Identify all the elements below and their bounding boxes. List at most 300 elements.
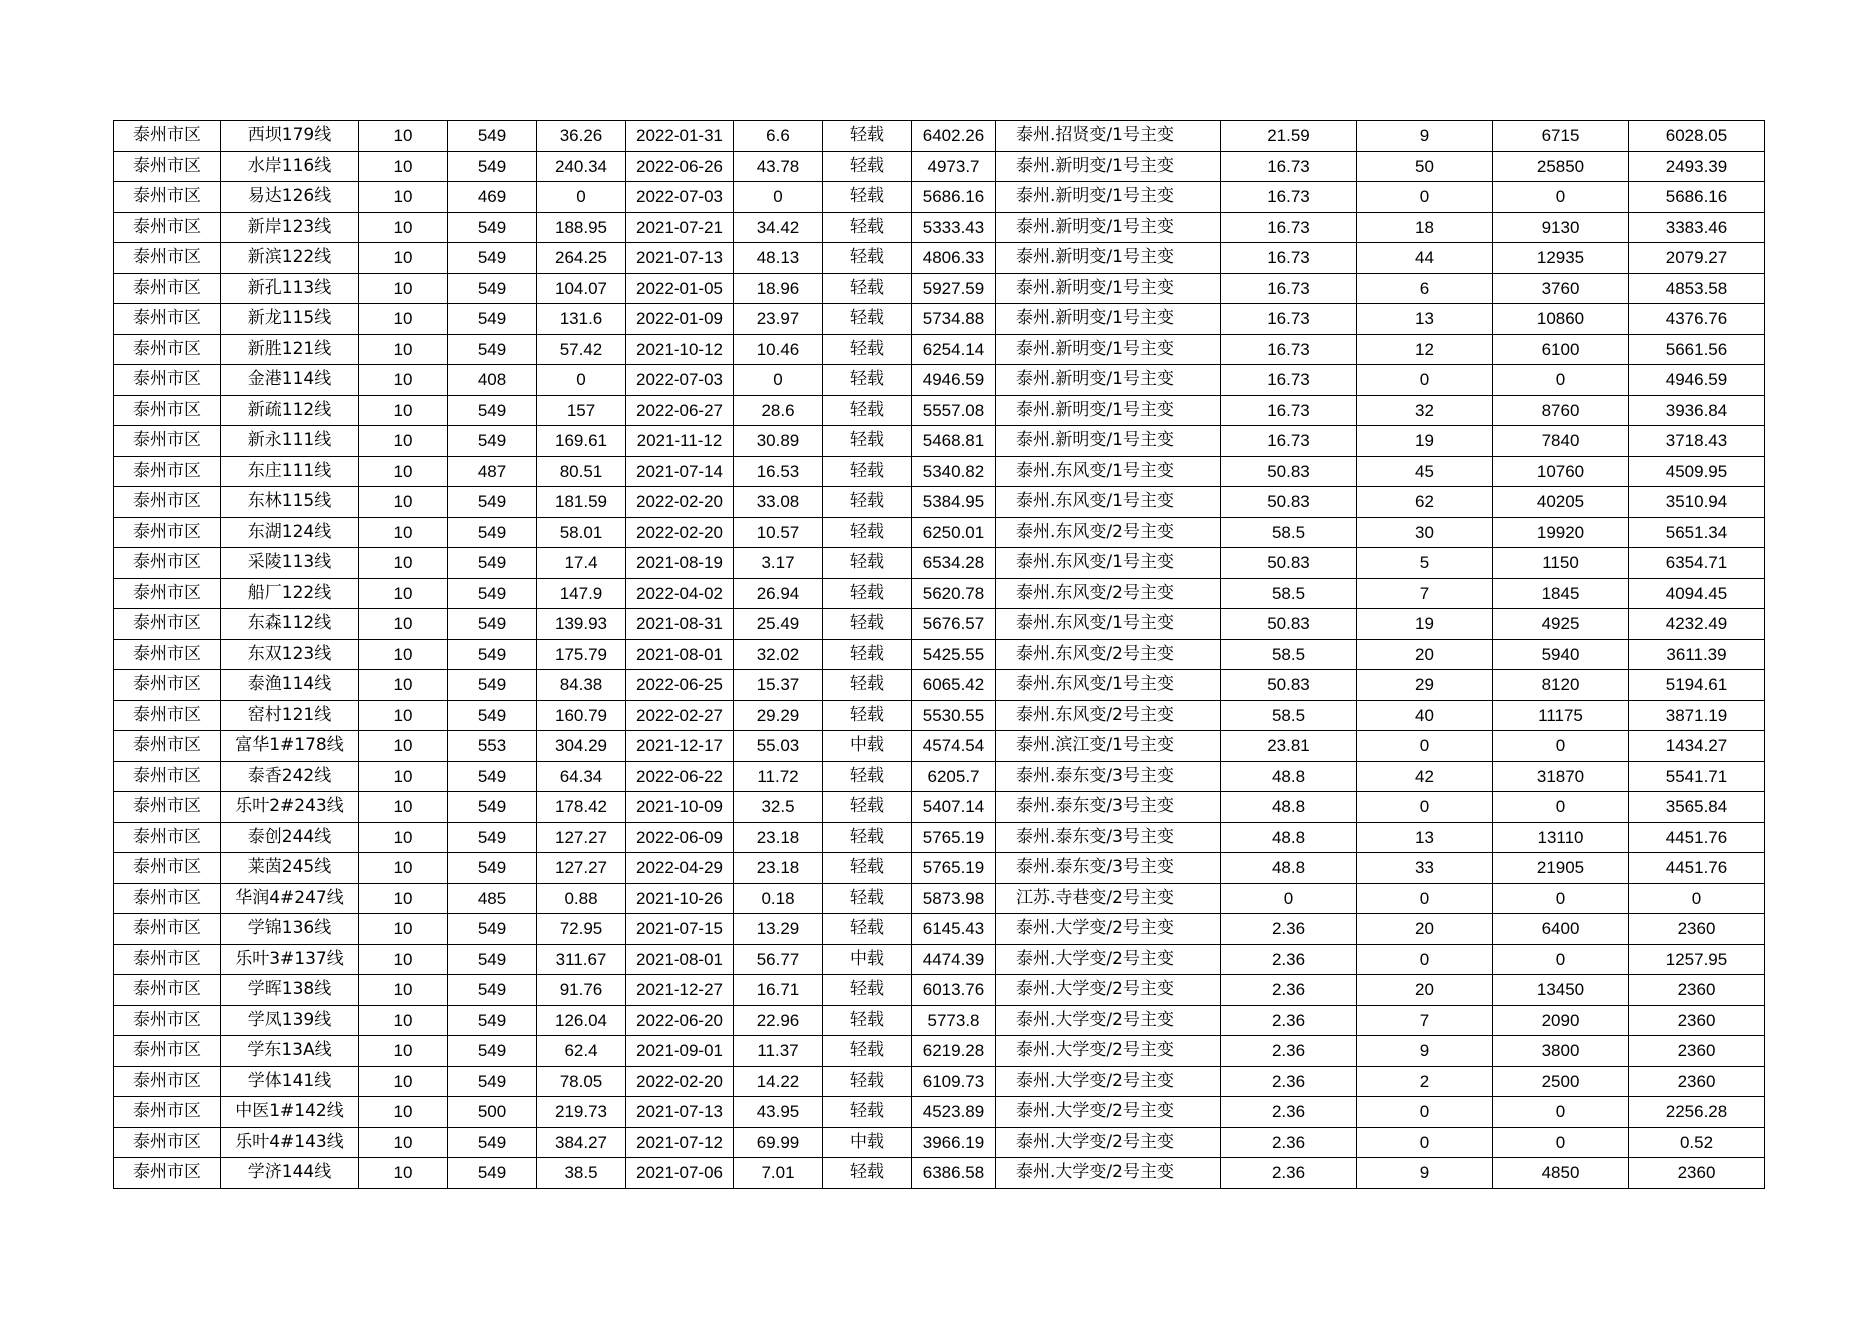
cell-user-count: 9 xyxy=(1357,1036,1493,1067)
cell-available-capacity: 4376.76 xyxy=(1629,304,1765,335)
cell-load-rate: 23.97 xyxy=(734,304,823,335)
cell-area: 泰州市区 xyxy=(114,670,221,701)
cell-capacity: 549 xyxy=(448,487,537,518)
cell-load-level: 轻载 xyxy=(823,121,912,152)
cell-voltage: 10 xyxy=(359,822,448,853)
cell-user-count: 50 xyxy=(1357,151,1493,182)
cell-load-value: 80.51 xyxy=(537,456,626,487)
cell-available-capacity: 4451.76 xyxy=(1629,822,1765,853)
cell-spare-capacity: 5333.43 xyxy=(912,212,996,243)
cell-capacity: 549 xyxy=(448,517,537,548)
cell-load-value: 58.01 xyxy=(537,517,626,548)
cell-capacity: 549 xyxy=(448,578,537,609)
cell-load-level: 轻载 xyxy=(823,212,912,243)
cell-voltage: 10 xyxy=(359,517,448,548)
cell-date: 2022-06-22 xyxy=(626,761,734,792)
cell-load-level: 轻载 xyxy=(823,334,912,365)
cell-load-level: 轻载 xyxy=(823,609,912,640)
cell-transformer: 泰州.滨江变/1号主变 xyxy=(996,731,1221,762)
cell-capacity: 549 xyxy=(448,670,537,701)
cell-user-count: 29 xyxy=(1357,670,1493,701)
table-row xyxy=(114,1005,1765,1036)
cell-load-value: 57.42 xyxy=(537,334,626,365)
cell-spare-capacity: 3966.19 xyxy=(912,1127,996,1158)
cell-date: 2021-07-21 xyxy=(626,212,734,243)
cell-voltage: 10 xyxy=(359,700,448,731)
cell-line-name: 学晖138线 xyxy=(221,975,359,1006)
table-row xyxy=(114,578,1765,609)
cell-user-count: 9 xyxy=(1357,1158,1493,1189)
cell-area: 泰州市区 xyxy=(114,1036,221,1067)
cell-transformer-rate: 2.36 xyxy=(1221,1036,1357,1067)
cell-transformer: 泰州.大学变/2号主变 xyxy=(996,1036,1221,1067)
cell-date: 2022-06-25 xyxy=(626,670,734,701)
cell-spare-capacity: 5620.78 xyxy=(912,578,996,609)
cell-date: 2022-04-29 xyxy=(626,853,734,884)
cell-area: 泰州市区 xyxy=(114,639,221,670)
cell-line-name: 新永111线 xyxy=(221,426,359,457)
cell-user-count: 18 xyxy=(1357,212,1493,243)
cell-transformer: 泰州.新明变/1号主变 xyxy=(996,243,1221,274)
cell-load-value: 175.79 xyxy=(537,639,626,670)
cell-available-capacity: 0 xyxy=(1629,883,1765,914)
cell-available-capacity: 0.52 xyxy=(1629,1127,1765,1158)
table-row xyxy=(114,243,1765,274)
cell-user-capacity: 2500 xyxy=(1493,1066,1629,1097)
cell-available-capacity: 4853.58 xyxy=(1629,273,1765,304)
cell-voltage: 10 xyxy=(359,487,448,518)
cell-date: 2022-06-27 xyxy=(626,395,734,426)
cell-voltage: 10 xyxy=(359,151,448,182)
cell-user-capacity: 19920 xyxy=(1493,517,1629,548)
cell-transformer-rate: 50.83 xyxy=(1221,456,1357,487)
cell-user-count: 0 xyxy=(1357,182,1493,213)
cell-line-name: 学锦136线 xyxy=(221,914,359,945)
cell-load-value: 36.26 xyxy=(537,121,626,152)
cell-load-rate: 34.42 xyxy=(734,212,823,243)
cell-line-name: 东庄111线 xyxy=(221,456,359,487)
cell-spare-capacity: 6402.26 xyxy=(912,121,996,152)
cell-transformer: 泰州.新明变/1号主变 xyxy=(996,212,1221,243)
cell-available-capacity: 3611.39 xyxy=(1629,639,1765,670)
cell-load-rate: 26.94 xyxy=(734,578,823,609)
cell-capacity: 549 xyxy=(448,822,537,853)
cell-user-capacity: 40205 xyxy=(1493,487,1629,518)
table-row xyxy=(114,487,1765,518)
cell-user-count: 0 xyxy=(1357,365,1493,396)
table-row xyxy=(114,456,1765,487)
cell-available-capacity: 4451.76 xyxy=(1629,853,1765,884)
cell-line-name: 新孔113线 xyxy=(221,273,359,304)
cell-load-value: 0 xyxy=(537,182,626,213)
cell-load-level: 轻载 xyxy=(823,273,912,304)
cell-load-rate: 43.78 xyxy=(734,151,823,182)
cell-line-name: 学凤139线 xyxy=(221,1005,359,1036)
cell-spare-capacity: 6109.73 xyxy=(912,1066,996,1097)
cell-line-name: 船厂122线 xyxy=(221,578,359,609)
cell-load-level: 轻载 xyxy=(823,1036,912,1067)
cell-capacity: 500 xyxy=(448,1097,537,1128)
cell-line-name: 乐叶2#243线 xyxy=(221,792,359,823)
cell-user-count: 19 xyxy=(1357,609,1493,640)
cell-transformer-rate: 23.81 xyxy=(1221,731,1357,762)
table-row xyxy=(114,1127,1765,1158)
cell-spare-capacity: 5734.88 xyxy=(912,304,996,335)
cell-date: 2021-07-14 xyxy=(626,456,734,487)
cell-transformer: 泰州.东风变/2号主变 xyxy=(996,578,1221,609)
cell-capacity: 549 xyxy=(448,914,537,945)
cell-load-rate: 43.95 xyxy=(734,1097,823,1128)
cell-capacity: 549 xyxy=(448,151,537,182)
cell-area: 泰州市区 xyxy=(114,853,221,884)
cell-voltage: 10 xyxy=(359,334,448,365)
cell-transformer: 泰州.东风变/2号主变 xyxy=(996,639,1221,670)
cell-transformer-rate: 2.36 xyxy=(1221,1066,1357,1097)
cell-available-capacity: 2493.39 xyxy=(1629,151,1765,182)
cell-date: 2022-06-26 xyxy=(626,151,734,182)
cell-available-capacity: 5651.34 xyxy=(1629,517,1765,548)
cell-spare-capacity: 5686.16 xyxy=(912,182,996,213)
table-row xyxy=(114,548,1765,579)
cell-area: 泰州市区 xyxy=(114,334,221,365)
cell-available-capacity: 2360 xyxy=(1629,975,1765,1006)
cell-user-capacity: 7840 xyxy=(1493,426,1629,457)
cell-available-capacity: 4232.49 xyxy=(1629,609,1765,640)
cell-transformer: 泰州.大学变/2号主变 xyxy=(996,1127,1221,1158)
cell-user-capacity: 0 xyxy=(1493,365,1629,396)
cell-load-value: 157 xyxy=(537,395,626,426)
cell-line-name: 学东13A线 xyxy=(221,1036,359,1067)
cell-user-capacity: 6715 xyxy=(1493,121,1629,152)
cell-spare-capacity: 4574.54 xyxy=(912,731,996,762)
cell-user-capacity: 0 xyxy=(1493,1097,1629,1128)
cell-area: 泰州市区 xyxy=(114,883,221,914)
cell-load-rate: 16.53 xyxy=(734,456,823,487)
cell-transformer-rate: 16.73 xyxy=(1221,395,1357,426)
cell-load-value: 169.61 xyxy=(537,426,626,457)
cell-spare-capacity: 4973.7 xyxy=(912,151,996,182)
table-row xyxy=(114,609,1765,640)
cell-user-capacity: 0 xyxy=(1493,1127,1629,1158)
cell-load-value: 178.42 xyxy=(537,792,626,823)
cell-load-level: 轻载 xyxy=(823,426,912,457)
cell-transformer-rate: 16.73 xyxy=(1221,334,1357,365)
cell-transformer-rate: 2.36 xyxy=(1221,975,1357,1006)
cell-load-rate: 56.77 xyxy=(734,944,823,975)
cell-load-level: 轻载 xyxy=(823,365,912,396)
cell-load-rate: 18.96 xyxy=(734,273,823,304)
cell-load-rate: 10.46 xyxy=(734,334,823,365)
cell-user-capacity: 0 xyxy=(1493,182,1629,213)
cell-area: 泰州市区 xyxy=(114,273,221,304)
cell-load-level: 轻载 xyxy=(823,914,912,945)
cell-spare-capacity: 6534.28 xyxy=(912,548,996,579)
cell-date: 2021-10-09 xyxy=(626,792,734,823)
table-row xyxy=(114,1097,1765,1128)
cell-voltage: 10 xyxy=(359,578,448,609)
cell-load-value: 91.76 xyxy=(537,975,626,1006)
cell-user-capacity: 13450 xyxy=(1493,975,1629,1006)
cell-available-capacity: 5661.56 xyxy=(1629,334,1765,365)
cell-user-count: 19 xyxy=(1357,426,1493,457)
cell-date: 2022-07-03 xyxy=(626,182,734,213)
cell-load-rate: 30.89 xyxy=(734,426,823,457)
cell-transformer-rate: 48.8 xyxy=(1221,853,1357,884)
cell-line-name: 富华1#178线 xyxy=(221,731,359,762)
cell-load-level: 轻载 xyxy=(823,517,912,548)
cell-transformer-rate: 48.8 xyxy=(1221,761,1357,792)
cell-voltage: 10 xyxy=(359,212,448,243)
cell-capacity: 549 xyxy=(448,212,537,243)
cell-voltage: 10 xyxy=(359,365,448,396)
cell-spare-capacity: 5873.98 xyxy=(912,883,996,914)
table-row xyxy=(114,151,1765,182)
cell-load-level: 轻载 xyxy=(823,304,912,335)
cell-capacity: 549 xyxy=(448,1005,537,1036)
cell-user-count: 33 xyxy=(1357,853,1493,884)
cell-spare-capacity: 5530.55 xyxy=(912,700,996,731)
cell-line-name: 西坝179线 xyxy=(221,121,359,152)
cell-line-name: 东林115线 xyxy=(221,487,359,518)
cell-spare-capacity: 5765.19 xyxy=(912,853,996,884)
cell-capacity: 549 xyxy=(448,426,537,457)
cell-transformer-rate: 2.36 xyxy=(1221,1127,1357,1158)
cell-available-capacity: 2360 xyxy=(1629,1005,1765,1036)
cell-load-rate: 69.99 xyxy=(734,1127,823,1158)
cell-capacity: 553 xyxy=(448,731,537,762)
cell-line-name: 学体141线 xyxy=(221,1066,359,1097)
cell-voltage: 10 xyxy=(359,609,448,640)
cell-load-level: 轻载 xyxy=(823,883,912,914)
cell-load-level: 轻载 xyxy=(823,792,912,823)
cell-date: 2021-08-01 xyxy=(626,944,734,975)
cell-area: 泰州市区 xyxy=(114,731,221,762)
cell-load-value: 311.67 xyxy=(537,944,626,975)
cell-load-level: 轻载 xyxy=(823,395,912,426)
cell-voltage: 10 xyxy=(359,1158,448,1189)
cell-transformer-rate: 48.8 xyxy=(1221,792,1357,823)
cell-transformer-rate: 16.73 xyxy=(1221,304,1357,335)
cell-spare-capacity: 6145.43 xyxy=(912,914,996,945)
cell-capacity: 549 xyxy=(448,700,537,731)
cell-load-level: 轻载 xyxy=(823,1158,912,1189)
cell-transformer: 泰州.新明变/1号主变 xyxy=(996,304,1221,335)
cell-load-level: 中载 xyxy=(823,1127,912,1158)
cell-capacity: 549 xyxy=(448,243,537,274)
cell-transformer: 泰州.招贤变/1号主变 xyxy=(996,121,1221,152)
cell-capacity: 549 xyxy=(448,121,537,152)
cell-user-capacity: 10760 xyxy=(1493,456,1629,487)
cell-load-level: 轻载 xyxy=(823,975,912,1006)
table-row xyxy=(114,273,1765,304)
cell-area: 泰州市区 xyxy=(114,151,221,182)
cell-load-value: 64.34 xyxy=(537,761,626,792)
cell-date: 2022-01-09 xyxy=(626,304,734,335)
cell-user-count: 0 xyxy=(1357,883,1493,914)
cell-user-count: 12 xyxy=(1357,334,1493,365)
table-row xyxy=(114,700,1765,731)
table-body xyxy=(114,121,1765,1189)
cell-load-level: 轻载 xyxy=(823,487,912,518)
cell-load-value: 0.88 xyxy=(537,883,626,914)
cell-load-level: 轻载 xyxy=(823,639,912,670)
cell-transformer: 泰州.新明变/1号主变 xyxy=(996,395,1221,426)
cell-transformer-rate: 16.73 xyxy=(1221,212,1357,243)
cell-date: 2021-08-01 xyxy=(626,639,734,670)
cell-capacity: 549 xyxy=(448,853,537,884)
table-row xyxy=(114,944,1765,975)
cell-voltage: 10 xyxy=(359,731,448,762)
cell-user-capacity: 13110 xyxy=(1493,822,1629,853)
cell-load-level: 中载 xyxy=(823,944,912,975)
cell-user-count: 13 xyxy=(1357,304,1493,335)
cell-voltage: 10 xyxy=(359,761,448,792)
table-row xyxy=(114,182,1765,213)
cell-date: 2021-12-27 xyxy=(626,975,734,1006)
table-row xyxy=(114,304,1765,335)
cell-date: 2021-07-13 xyxy=(626,243,734,274)
cell-capacity: 549 xyxy=(448,304,537,335)
cell-capacity: 549 xyxy=(448,1158,537,1189)
cell-area: 泰州市区 xyxy=(114,1005,221,1036)
cell-load-rate: 15.37 xyxy=(734,670,823,701)
cell-transformer-rate: 2.36 xyxy=(1221,1097,1357,1128)
cell-user-capacity: 8760 xyxy=(1493,395,1629,426)
cell-load-rate: 48.13 xyxy=(734,243,823,274)
cell-available-capacity: 2360 xyxy=(1629,1066,1765,1097)
cell-user-count: 9 xyxy=(1357,121,1493,152)
cell-user-count: 44 xyxy=(1357,243,1493,274)
cell-line-name: 泰渔114线 xyxy=(221,670,359,701)
cell-spare-capacity: 6065.42 xyxy=(912,670,996,701)
cell-spare-capacity: 6205.7 xyxy=(912,761,996,792)
cell-load-value: 131.6 xyxy=(537,304,626,335)
cell-date: 2022-06-09 xyxy=(626,822,734,853)
cell-voltage: 10 xyxy=(359,670,448,701)
cell-line-name: 莱茵245线 xyxy=(221,853,359,884)
cell-transformer-rate: 58.5 xyxy=(1221,517,1357,548)
cell-available-capacity: 5541.71 xyxy=(1629,761,1765,792)
cell-line-name: 易达126线 xyxy=(221,182,359,213)
cell-user-capacity: 2090 xyxy=(1493,1005,1629,1036)
cell-date: 2022-01-31 xyxy=(626,121,734,152)
cell-voltage: 10 xyxy=(359,1036,448,1067)
cell-user-capacity: 31870 xyxy=(1493,761,1629,792)
cell-load-rate: 11.37 xyxy=(734,1036,823,1067)
cell-available-capacity: 2360 xyxy=(1629,914,1765,945)
cell-load-rate: 0.18 xyxy=(734,883,823,914)
cell-user-count: 40 xyxy=(1357,700,1493,731)
cell-transformer: 泰州.东风变/1号主变 xyxy=(996,609,1221,640)
cell-voltage: 10 xyxy=(359,975,448,1006)
cell-capacity: 549 xyxy=(448,395,537,426)
cell-capacity: 469 xyxy=(448,182,537,213)
cell-voltage: 10 xyxy=(359,639,448,670)
cell-capacity: 549 xyxy=(448,639,537,670)
cell-voltage: 10 xyxy=(359,1066,448,1097)
cell-voltage: 10 xyxy=(359,1005,448,1036)
cell-transformer: 泰州.泰东变/3号主变 xyxy=(996,792,1221,823)
cell-load-value: 0 xyxy=(537,365,626,396)
cell-user-count: 62 xyxy=(1357,487,1493,518)
cell-transformer-rate: 50.83 xyxy=(1221,609,1357,640)
cell-capacity: 549 xyxy=(448,334,537,365)
table-row xyxy=(114,334,1765,365)
cell-user-capacity: 9130 xyxy=(1493,212,1629,243)
cell-line-name: 中医1#142线 xyxy=(221,1097,359,1128)
cell-area: 泰州市区 xyxy=(114,822,221,853)
cell-transformer-rate: 58.5 xyxy=(1221,578,1357,609)
cell-spare-capacity: 6219.28 xyxy=(912,1036,996,1067)
cell-load-value: 38.5 xyxy=(537,1158,626,1189)
table-row xyxy=(114,670,1765,701)
cell-date: 2021-07-06 xyxy=(626,1158,734,1189)
cell-date: 2022-04-02 xyxy=(626,578,734,609)
cell-voltage: 10 xyxy=(359,1097,448,1128)
cell-user-capacity: 11175 xyxy=(1493,700,1629,731)
cell-load-level: 中载 xyxy=(823,731,912,762)
cell-date: 2022-06-20 xyxy=(626,1005,734,1036)
cell-load-rate: 13.29 xyxy=(734,914,823,945)
cell-line-name: 乐叶3#137线 xyxy=(221,944,359,975)
table-row xyxy=(114,395,1765,426)
cell-load-level: 轻载 xyxy=(823,243,912,274)
table-row xyxy=(114,1036,1765,1067)
cell-transformer: 泰州.东风变/1号主变 xyxy=(996,670,1221,701)
cell-line-name: 采陵113线 xyxy=(221,548,359,579)
cell-capacity: 549 xyxy=(448,944,537,975)
cell-user-count: 2 xyxy=(1357,1066,1493,1097)
cell-line-name: 学济144线 xyxy=(221,1158,359,1189)
cell-capacity: 549 xyxy=(448,761,537,792)
cell-load-rate: 25.49 xyxy=(734,609,823,640)
cell-area: 泰州市区 xyxy=(114,121,221,152)
cell-area: 泰州市区 xyxy=(114,975,221,1006)
cell-user-capacity: 6400 xyxy=(1493,914,1629,945)
cell-area: 泰州市区 xyxy=(114,426,221,457)
cell-load-value: 127.27 xyxy=(537,822,626,853)
cell-spare-capacity: 5340.82 xyxy=(912,456,996,487)
cell-area: 泰州市区 xyxy=(114,243,221,274)
cell-transformer: 泰州.大学变/2号主变 xyxy=(996,1158,1221,1189)
cell-available-capacity: 1257.95 xyxy=(1629,944,1765,975)
cell-user-count: 32 xyxy=(1357,395,1493,426)
cell-capacity: 549 xyxy=(448,609,537,640)
table-row xyxy=(114,1158,1765,1189)
cell-load-rate: 33.08 xyxy=(734,487,823,518)
cell-available-capacity: 2079.27 xyxy=(1629,243,1765,274)
cell-spare-capacity: 6386.58 xyxy=(912,1158,996,1189)
cell-spare-capacity: 6250.01 xyxy=(912,517,996,548)
cell-voltage: 10 xyxy=(359,273,448,304)
cell-load-rate: 32.5 xyxy=(734,792,823,823)
cell-date: 2021-08-31 xyxy=(626,609,734,640)
cell-user-count: 0 xyxy=(1357,1097,1493,1128)
cell-transformer-rate: 48.8 xyxy=(1221,822,1357,853)
cell-line-name: 水岸116线 xyxy=(221,151,359,182)
table-row xyxy=(114,212,1765,243)
cell-load-rate: 29.29 xyxy=(734,700,823,731)
cell-transformer-rate: 16.73 xyxy=(1221,365,1357,396)
cell-transformer-rate: 2.36 xyxy=(1221,914,1357,945)
cell-spare-capacity: 5765.19 xyxy=(912,822,996,853)
cell-voltage: 10 xyxy=(359,395,448,426)
cell-line-name: 新岸123线 xyxy=(221,212,359,243)
cell-date: 2022-07-03 xyxy=(626,365,734,396)
cell-voltage: 10 xyxy=(359,304,448,335)
cell-date: 2021-08-19 xyxy=(626,548,734,579)
cell-load-value: 160.79 xyxy=(537,700,626,731)
